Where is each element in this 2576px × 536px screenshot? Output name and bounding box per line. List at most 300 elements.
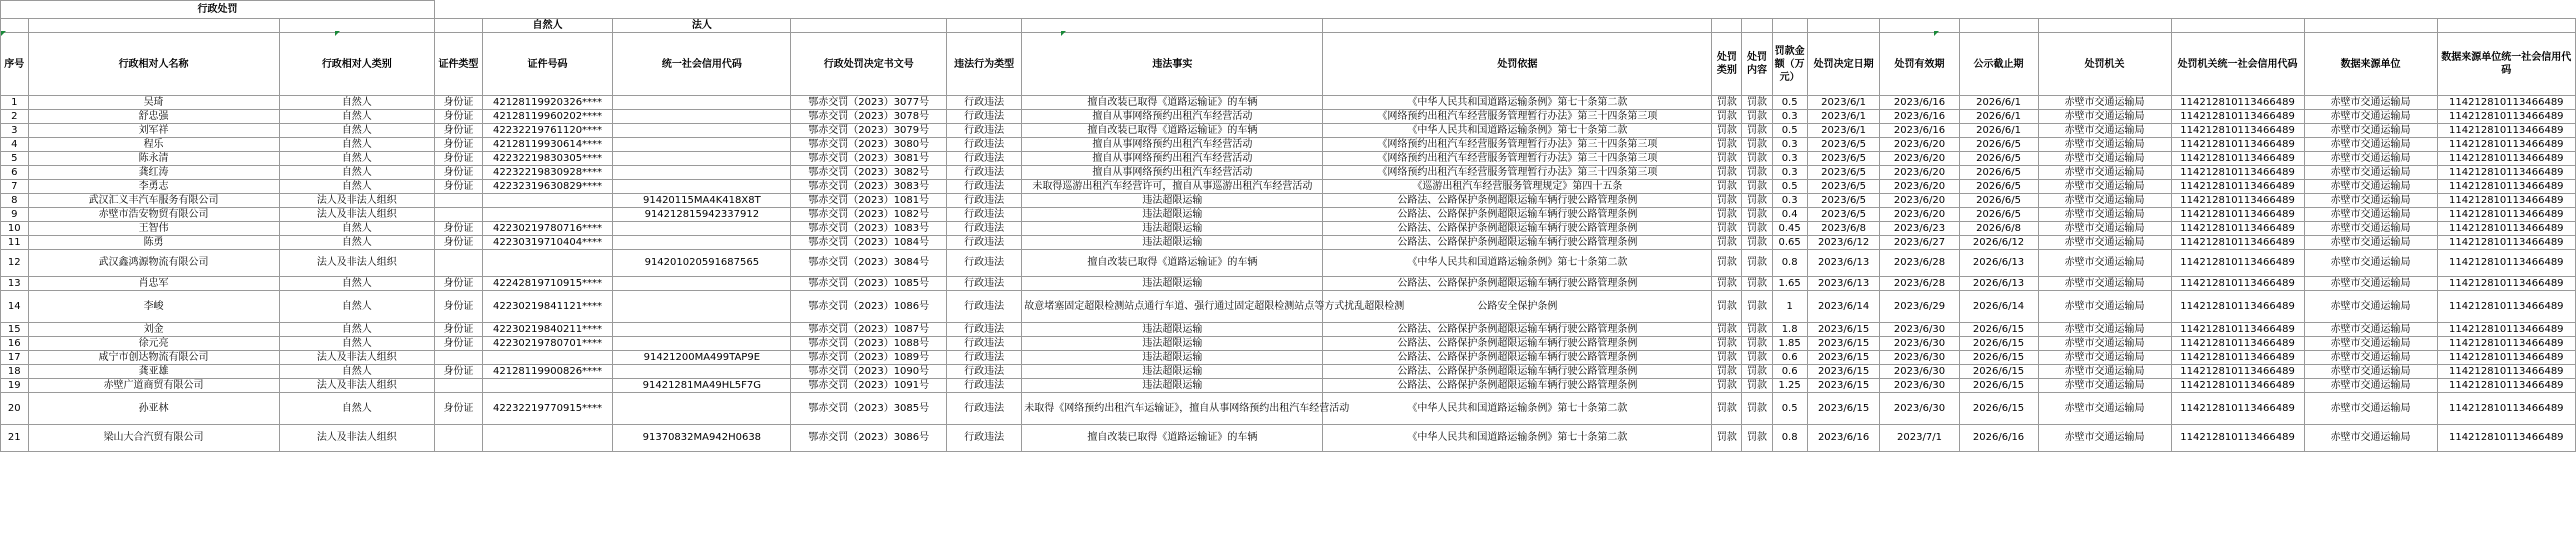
penalty-basis-cell[interactable]: 《网络预约出租汽车经营服务管理暂行办法》第三十四条第三项 (1323, 138, 1712, 152)
penalty-category-cell[interactable]: 罚款 (1712, 323, 1742, 337)
violation-fact-cell[interactable]: 违法超限运输 (1022, 194, 1323, 208)
data-source-code-cell[interactable]: 114212810113466489 (2437, 194, 2575, 208)
column-header[interactable]: 证件类型 (435, 33, 483, 96)
decision-number-cell[interactable]: 鄂赤交罚（2023）1086号 (791, 291, 947, 323)
decision-number-cell[interactable]: 鄂赤交罚（2023）3085号 (791, 393, 947, 425)
violation-type-cell[interactable]: 行政违法 (947, 351, 1022, 365)
data-source-cell[interactable]: 赤壁市交通运输局 (2304, 222, 2437, 236)
validity-date-cell[interactable]: 2023/6/30 (1880, 351, 1959, 365)
penalty-content-cell[interactable]: 罚款 (1742, 379, 1772, 393)
party-name-cell[interactable]: 舒忠强 (28, 110, 279, 124)
decision-number-cell[interactable]: 鄂赤交罚（2023）1090号 (791, 365, 947, 379)
party-name-cell[interactable]: 武汉鑫鸿源物流有限公司 (28, 250, 279, 277)
data-source-code-cell[interactable]: 114212810113466489 (2437, 208, 2575, 222)
id-type-cell[interactable]: 身份证 (435, 393, 483, 425)
validity-date-cell[interactable]: 2023/6/30 (1880, 379, 1959, 393)
violation-type-cell[interactable]: 行政违法 (947, 425, 1022, 452)
data-source-cell[interactable]: 赤壁市交通运输局 (2304, 365, 2437, 379)
fine-amount-cell[interactable]: 0.5 (1772, 180, 1807, 194)
id-type-cell[interactable]: 身份证 (435, 110, 483, 124)
violation-fact-cell[interactable]: 未取得《网络预约出租汽车运输证》，擅自从事网络预约出租汽车经营活动 (1022, 393, 1323, 425)
violation-type-cell[interactable]: 行政违法 (947, 152, 1022, 166)
data-source-code-cell[interactable]: 114212810113466489 (2437, 379, 2575, 393)
violation-type-cell[interactable]: 行政违法 (947, 96, 1022, 110)
validity-date-cell[interactable]: 2023/7/1 (1880, 425, 1959, 452)
violation-fact-cell[interactable]: 擅自从事网络预约出租汽车经营活动 (1022, 166, 1323, 180)
authority-code-cell[interactable]: 114212810113466489 (2171, 138, 2304, 152)
authority-code-cell[interactable]: 114212810113466489 (2171, 236, 2304, 250)
publicity-end-cell[interactable]: 2026/6/15 (1959, 337, 2038, 351)
data-source-code-cell[interactable]: 114212810113466489 (2437, 166, 2575, 180)
fine-amount-cell[interactable]: 0.5 (1772, 393, 1807, 425)
penalty-content-cell[interactable]: 罚款 (1742, 393, 1772, 425)
penalty-basis-cell[interactable]: 公路法、公路保护条例超限运输车辆行驶公路管理条例 (1323, 208, 1712, 222)
id-type-cell[interactable]: 身份证 (435, 365, 483, 379)
publicity-end-cell[interactable]: 2026/6/15 (1959, 393, 2038, 425)
id-number-cell[interactable]: 42230319710404**** (482, 236, 612, 250)
id-number-cell[interactable]: 42128119900826**** (482, 365, 612, 379)
penalty-content-cell[interactable]: 罚款 (1742, 250, 1772, 277)
penalty-category-cell[interactable]: 罚款 (1712, 222, 1742, 236)
penalty-basis-cell[interactable]: 公路法、公路保护条例超限运输车辆行驶公路管理条例 (1323, 323, 1712, 337)
authority-cell[interactable]: 赤壁市交通运输局 (2038, 194, 2171, 208)
authority-code-cell[interactable]: 114212810113466489 (2171, 323, 2304, 337)
party-category-cell[interactable]: 自然人 (279, 393, 435, 425)
credit-code-cell[interactable]: 91421281MA49HL5F7G (613, 379, 791, 393)
penalty-content-cell[interactable]: 罚款 (1742, 138, 1772, 152)
validity-date-cell[interactable]: 2023/6/29 (1880, 291, 1959, 323)
data-source-cell[interactable]: 赤壁市交通运输局 (2304, 208, 2437, 222)
decision-date-cell[interactable]: 2023/6/1 (1807, 110, 1880, 124)
penalty-basis-cell[interactable]: 公路法、公路保护条例超限运输车辆行驶公路管理条例 (1323, 379, 1712, 393)
party-name-cell[interactable]: 武汉汇义丰汽车服务有限公司 (28, 194, 279, 208)
publicity-end-cell[interactable]: 2026/6/1 (1959, 124, 2038, 138)
sheet-title[interactable]: 行政处罚 (1, 1, 435, 19)
id-number-cell[interactable]: 42232219770915**** (482, 393, 612, 425)
authority-cell[interactable]: 赤壁市交通运输局 (2038, 208, 2171, 222)
credit-code-cell[interactable] (613, 365, 791, 379)
row-index-cell[interactable]: 7 (1, 180, 29, 194)
penalty-category-cell[interactable]: 罚款 (1712, 365, 1742, 379)
row-index-cell[interactable]: 11 (1, 236, 29, 250)
validity-date-cell[interactable]: 2023/6/30 (1880, 365, 1959, 379)
data-source-cell[interactable]: 赤壁市交通运输局 (2304, 96, 2437, 110)
fine-amount-cell[interactable]: 0.6 (1772, 351, 1807, 365)
penalty-content-cell[interactable]: 罚款 (1742, 208, 1772, 222)
credit-code-cell[interactable]: 91420115MA4K418X8T (613, 194, 791, 208)
id-number-cell[interactable] (482, 379, 612, 393)
column-header[interactable]: 统一社会信用代码 (613, 33, 791, 96)
row-index-cell[interactable]: 18 (1, 365, 29, 379)
penalty-basis-cell[interactable]: 《中华人民共和国道路运输条例》第七十条第二款 (1323, 393, 1712, 425)
data-source-cell[interactable]: 赤壁市交通运输局 (2304, 250, 2437, 277)
id-type-cell[interactable]: 身份证 (435, 277, 483, 291)
data-source-cell[interactable]: 赤壁市交通运输局 (2304, 194, 2437, 208)
decision-number-cell[interactable]: 鄂赤交罚（2023）1087号 (791, 323, 947, 337)
data-source-cell[interactable]: 赤壁市交通运输局 (2304, 291, 2437, 323)
fine-amount-cell[interactable]: 1.8 (1772, 323, 1807, 337)
penalty-basis-cell[interactable]: 公路法、公路保护条例超限运输车辆行驶公路管理条例 (1323, 277, 1712, 291)
row-index-cell[interactable]: 20 (1, 393, 29, 425)
row-index-cell[interactable]: 12 (1, 250, 29, 277)
credit-code-cell[interactable] (613, 323, 791, 337)
authority-cell[interactable]: 赤壁市交通运输局 (2038, 393, 2171, 425)
authority-cell[interactable]: 赤壁市交通运输局 (2038, 379, 2171, 393)
id-type-cell[interactable] (435, 379, 483, 393)
row-index-cell[interactable]: 2 (1, 110, 29, 124)
violation-fact-cell[interactable]: 违法超限运输 (1022, 323, 1323, 337)
authority-code-cell[interactable]: 114212810113466489 (2171, 180, 2304, 194)
data-source-code-cell[interactable]: 114212810113466489 (2437, 236, 2575, 250)
decision-date-cell[interactable]: 2023/6/15 (1807, 351, 1880, 365)
decision-number-cell[interactable]: 鄂赤交罚（2023）1089号 (791, 351, 947, 365)
fine-amount-cell[interactable]: 1 (1772, 291, 1807, 323)
penalty-category-cell[interactable]: 罚款 (1712, 277, 1742, 291)
id-type-cell[interactable]: 身份证 (435, 291, 483, 323)
validity-date-cell[interactable]: 2023/6/27 (1880, 236, 1959, 250)
column-header[interactable]: 处罚依据 (1323, 33, 1712, 96)
party-name-cell[interactable]: 吴琦 (28, 96, 279, 110)
penalty-content-cell[interactable]: 罚款 (1742, 351, 1772, 365)
party-name-cell[interactable]: 陈勇 (28, 236, 279, 250)
fine-amount-cell[interactable]: 0.8 (1772, 425, 1807, 452)
fine-amount-cell[interactable]: 0.5 (1772, 96, 1807, 110)
publicity-end-cell[interactable]: 2026/6/5 (1959, 208, 2038, 222)
row-index-cell[interactable]: 6 (1, 166, 29, 180)
data-source-cell[interactable]: 赤壁市交通运输局 (2304, 138, 2437, 152)
penalty-basis-cell[interactable]: 《网络预约出租汽车经营服务管理暂行办法》第三十四条第三项 (1323, 110, 1712, 124)
authority-cell[interactable]: 赤壁市交通运输局 (2038, 323, 2171, 337)
fine-amount-cell[interactable]: 0.45 (1772, 222, 1807, 236)
credit-code-cell[interactable]: 91370832MA942H0638 (613, 425, 791, 452)
row-index-cell[interactable]: 13 (1, 277, 29, 291)
data-source-code-cell[interactable]: 114212810113466489 (2437, 180, 2575, 194)
fine-amount-cell[interactable]: 0.3 (1772, 194, 1807, 208)
penalty-basis-cell[interactable]: 《网络预约出租汽车经营服务管理暂行办法》第三十四条第三项 (1323, 152, 1712, 166)
column-header[interactable]: 公示截止期 (1959, 33, 2038, 96)
id-number-cell[interactable] (482, 208, 612, 222)
violation-type-cell[interactable]: 行政违法 (947, 180, 1022, 194)
id-number-cell[interactable] (482, 351, 612, 365)
data-source-cell[interactable]: 赤壁市交通运输局 (2304, 425, 2437, 452)
authority-code-cell[interactable]: 114212810113466489 (2171, 152, 2304, 166)
fine-amount-cell[interactable]: 0.8 (1772, 250, 1807, 277)
credit-code-cell[interactable] (613, 152, 791, 166)
penalty-basis-cell[interactable]: 《中华人民共和国道路运输条例》第七十条第二款 (1323, 96, 1712, 110)
data-source-code-cell[interactable]: 114212810113466489 (2437, 291, 2575, 323)
publicity-end-cell[interactable]: 2026/6/13 (1959, 277, 2038, 291)
violation-fact-cell[interactable]: 违法超限运输 (1022, 351, 1323, 365)
publicity-end-cell[interactable]: 2026/6/1 (1959, 110, 2038, 124)
authority-code-cell[interactable]: 114212810113466489 (2171, 337, 2304, 351)
penalty-basis-cell[interactable]: 公路法、公路保护条例超限运输车辆行驶公路管理条例 (1323, 222, 1712, 236)
legal-person-group-header[interactable]: 法人 (613, 19, 791, 33)
party-category-cell[interactable]: 法人及非法人组织 (279, 425, 435, 452)
id-type-cell[interactable] (435, 208, 483, 222)
publicity-end-cell[interactable]: 2026/6/15 (1959, 323, 2038, 337)
id-number-cell[interactable]: 42230219841121**** (482, 291, 612, 323)
decision-number-cell[interactable]: 鄂赤交罚（2023）3084号 (791, 250, 947, 277)
id-type-cell[interactable]: 身份证 (435, 222, 483, 236)
party-name-cell[interactable]: 刘金 (28, 323, 279, 337)
data-source-code-cell[interactable]: 114212810113466489 (2437, 222, 2575, 236)
id-type-cell[interactable]: 身份证 (435, 166, 483, 180)
penalty-content-cell[interactable]: 罚款 (1742, 166, 1772, 180)
party-name-cell[interactable]: 咸宁市创达物流有限公司 (28, 351, 279, 365)
decision-date-cell[interactable]: 2023/6/13 (1807, 277, 1880, 291)
party-category-cell[interactable]: 自然人 (279, 222, 435, 236)
violation-fact-cell[interactable]: 擅自改装已取得《道路运输证》的车辆 (1022, 124, 1323, 138)
authority-cell[interactable]: 赤壁市交通运输局 (2038, 124, 2171, 138)
column-header[interactable]: 处罚机关 (2038, 33, 2171, 96)
id-number-cell[interactable] (482, 250, 612, 277)
data-source-code-cell[interactable]: 114212810113466489 (2437, 138, 2575, 152)
penalty-category-cell[interactable]: 罚款 (1712, 124, 1742, 138)
row-index-cell[interactable]: 19 (1, 379, 29, 393)
credit-code-cell[interactable] (613, 124, 791, 138)
violation-fact-cell[interactable]: 擅自从事网络预约出租汽车经营活动 (1022, 138, 1323, 152)
decision-date-cell[interactable]: 2023/6/5 (1807, 180, 1880, 194)
party-category-cell[interactable]: 自然人 (279, 323, 435, 337)
penalty-basis-cell[interactable]: 公路法、公路保护条例超限运输车辆行驶公路管理条例 (1323, 194, 1712, 208)
authority-code-cell[interactable]: 114212810113466489 (2171, 208, 2304, 222)
authority-code-cell[interactable]: 114212810113466489 (2171, 124, 2304, 138)
party-category-cell[interactable]: 自然人 (279, 277, 435, 291)
decision-date-cell[interactable]: 2023/6/1 (1807, 96, 1880, 110)
party-name-cell[interactable]: 赤壁广道商贸有限公司 (28, 379, 279, 393)
penalty-basis-cell[interactable]: 《中华人民共和国道路运输条例》第七十条第二款 (1323, 124, 1712, 138)
publicity-end-cell[interactable]: 2026/6/5 (1959, 194, 2038, 208)
violation-type-cell[interactable]: 行政违法 (947, 194, 1022, 208)
credit-code-cell[interactable] (613, 291, 791, 323)
penalty-basis-cell[interactable]: 《巡游出租汽车经营服务管理规定》第四十五条 (1323, 180, 1712, 194)
id-type-cell[interactable]: 身份证 (435, 96, 483, 110)
penalty-content-cell[interactable]: 罚款 (1742, 96, 1772, 110)
decision-date-cell[interactable]: 2023/6/5 (1807, 208, 1880, 222)
row-index-cell[interactable]: 21 (1, 425, 29, 452)
authority-cell[interactable]: 赤壁市交通运输局 (2038, 425, 2171, 452)
authority-cell[interactable]: 赤壁市交通运输局 (2038, 337, 2171, 351)
decision-date-cell[interactable]: 2023/6/5 (1807, 166, 1880, 180)
decision-number-cell[interactable]: 鄂赤交罚（2023）3083号 (791, 180, 947, 194)
fine-amount-cell[interactable]: 1.65 (1772, 277, 1807, 291)
penalty-content-cell[interactable]: 罚款 (1742, 110, 1772, 124)
party-name-cell[interactable]: 刘军祥 (28, 124, 279, 138)
column-header[interactable]: 证件号码 (482, 33, 612, 96)
decision-date-cell[interactable]: 2023/6/5 (1807, 194, 1880, 208)
violation-type-cell[interactable]: 行政违法 (947, 236, 1022, 250)
data-source-code-cell[interactable]: 114212810113466489 (2437, 323, 2575, 337)
party-name-cell[interactable]: 王智伟 (28, 222, 279, 236)
credit-code-cell[interactable] (613, 393, 791, 425)
validity-date-cell[interactable]: 2023/6/20 (1880, 138, 1959, 152)
party-category-cell[interactable]: 自然人 (279, 337, 435, 351)
column-header[interactable]: 处罚决定日期 (1807, 33, 1880, 96)
validity-date-cell[interactable]: 2023/6/20 (1880, 208, 1959, 222)
decision-number-cell[interactable]: 鄂赤交罚（2023）3080号 (791, 138, 947, 152)
violation-type-cell[interactable]: 行政违法 (947, 277, 1022, 291)
penalty-content-cell[interactable]: 罚款 (1742, 152, 1772, 166)
id-type-cell[interactable] (435, 250, 483, 277)
violation-fact-cell[interactable]: 擅自从事网络预约出租汽车经营活动 (1022, 152, 1323, 166)
column-header[interactable]: 行政相对人名称 (28, 33, 279, 96)
violation-type-cell[interactable]: 行政违法 (947, 110, 1022, 124)
fine-amount-cell[interactable]: 1.85 (1772, 337, 1807, 351)
violation-fact-cell[interactable]: 未取得巡游出租汽车经营许可，擅自从事巡游出租汽车经营活动 (1022, 180, 1323, 194)
penalty-basis-cell[interactable]: 公路法、公路保护条例超限运输车辆行驶公路管理条例 (1323, 236, 1712, 250)
data-source-cell[interactable]: 赤壁市交通运输局 (2304, 393, 2437, 425)
party-category-cell[interactable]: 自然人 (279, 124, 435, 138)
penalty-basis-cell[interactable]: 《中华人民共和国道路运输条例》第七十条第二款 (1323, 425, 1712, 452)
credit-code-cell[interactable] (613, 337, 791, 351)
validity-date-cell[interactable]: 2023/6/28 (1880, 250, 1959, 277)
id-number-cell[interactable]: 42230219780716**** (482, 222, 612, 236)
penalty-content-cell[interactable]: 罚款 (1742, 180, 1772, 194)
column-header[interactable]: 行政相对人类别 (279, 33, 435, 96)
penalty-content-cell[interactable]: 罚款 (1742, 236, 1772, 250)
column-header[interactable]: 处罚内容 (1742, 33, 1772, 96)
party-name-cell[interactable]: 赤壁市浩安物贸有限公司 (28, 208, 279, 222)
decision-date-cell[interactable]: 2023/6/12 (1807, 236, 1880, 250)
publicity-end-cell[interactable]: 2026/6/5 (1959, 180, 2038, 194)
validity-date-cell[interactable]: 2023/6/30 (1880, 337, 1959, 351)
id-number-cell[interactable]: 42128119960202**** (482, 110, 612, 124)
violation-fact-cell[interactable]: 违法超限运输 (1022, 208, 1323, 222)
decision-date-cell[interactable]: 2023/6/15 (1807, 393, 1880, 425)
decision-date-cell[interactable]: 2023/6/15 (1807, 365, 1880, 379)
penalty-category-cell[interactable]: 罚款 (1712, 393, 1742, 425)
violation-fact-cell[interactable]: 违法超限运输 (1022, 236, 1323, 250)
penalty-basis-cell[interactable]: 公路法、公路保护条例超限运输车辆行驶公路管理条例 (1323, 337, 1712, 351)
violation-type-cell[interactable]: 行政违法 (947, 124, 1022, 138)
authority-code-cell[interactable]: 114212810113466489 (2171, 250, 2304, 277)
party-category-cell[interactable]: 自然人 (279, 180, 435, 194)
row-index-cell[interactable]: 9 (1, 208, 29, 222)
penalty-basis-cell[interactable]: 公路安全保护条例 (1323, 291, 1712, 323)
decision-date-cell[interactable]: 2023/6/15 (1807, 337, 1880, 351)
authority-cell[interactable]: 赤壁市交通运输局 (2038, 138, 2171, 152)
column-header[interactable]: 违法事实 (1022, 33, 1323, 96)
authority-code-cell[interactable]: 114212810113466489 (2171, 425, 2304, 452)
authority-cell[interactable]: 赤壁市交通运输局 (2038, 110, 2171, 124)
authority-cell[interactable]: 赤壁市交通运输局 (2038, 365, 2171, 379)
data-source-cell[interactable]: 赤壁市交通运输局 (2304, 323, 2437, 337)
authority-cell[interactable]: 赤壁市交通运输局 (2038, 152, 2171, 166)
validity-date-cell[interactable]: 2023/6/30 (1880, 323, 1959, 337)
violation-fact-cell[interactable]: 违法超限运输 (1022, 379, 1323, 393)
penalty-content-cell[interactable]: 罚款 (1742, 425, 1772, 452)
authority-code-cell[interactable]: 114212810113466489 (2171, 379, 2304, 393)
decision-number-cell[interactable]: 鄂赤交罚（2023）3082号 (791, 166, 947, 180)
penalty-content-cell[interactable]: 罚款 (1742, 194, 1772, 208)
column-header[interactable]: 处罚有效期 (1880, 33, 1959, 96)
violation-fact-cell[interactable]: 违法超限运输 (1022, 365, 1323, 379)
authority-code-cell[interactable]: 114212810113466489 (2171, 96, 2304, 110)
penalty-basis-cell[interactable]: 《中华人民共和国道路运输条例》第七十条第二款 (1323, 250, 1712, 277)
validity-date-cell[interactable]: 2023/6/23 (1880, 222, 1959, 236)
decision-number-cell[interactable]: 鄂赤交罚（2023）1083号 (791, 222, 947, 236)
penalty-category-cell[interactable]: 罚款 (1712, 351, 1742, 365)
decision-date-cell[interactable]: 2023/6/15 (1807, 379, 1880, 393)
column-header[interactable]: 处罚类别 (1712, 33, 1742, 96)
violation-fact-cell[interactable]: 擅自改装已取得《道路运输证》的车辆 (1022, 250, 1323, 277)
violation-fact-cell[interactable]: 擅自从事网络预约出租汽车经营活动 (1022, 110, 1323, 124)
credit-code-cell[interactable] (613, 110, 791, 124)
id-number-cell[interactable]: 42232219830928**** (482, 166, 612, 180)
violation-type-cell[interactable]: 行政违法 (947, 250, 1022, 277)
id-type-cell[interactable]: 身份证 (435, 180, 483, 194)
validity-date-cell[interactable]: 2023/6/16 (1880, 110, 1959, 124)
party-category-cell[interactable]: 自然人 (279, 291, 435, 323)
data-source-cell[interactable]: 赤壁市交通运输局 (2304, 337, 2437, 351)
party-name-cell[interactable]: 肖忠军 (28, 277, 279, 291)
row-index-cell[interactable]: 17 (1, 351, 29, 365)
authority-cell[interactable]: 赤壁市交通运输局 (2038, 180, 2171, 194)
data-source-code-cell[interactable]: 114212810113466489 (2437, 250, 2575, 277)
publicity-end-cell[interactable]: 2026/6/14 (1959, 291, 2038, 323)
decision-number-cell[interactable]: 鄂赤交罚（2023）1082号 (791, 208, 947, 222)
publicity-end-cell[interactable]: 2026/6/15 (1959, 351, 2038, 365)
publicity-end-cell[interactable]: 2026/6/5 (1959, 166, 2038, 180)
party-category-cell[interactable]: 法人及非法人组织 (279, 351, 435, 365)
data-source-cell[interactable]: 赤壁市交通运输局 (2304, 277, 2437, 291)
party-category-cell[interactable]: 自然人 (279, 236, 435, 250)
authority-code-cell[interactable]: 114212810113466489 (2171, 393, 2304, 425)
fine-amount-cell[interactable]: 0.3 (1772, 166, 1807, 180)
data-source-cell[interactable]: 赤壁市交通运输局 (2304, 166, 2437, 180)
penalty-content-cell[interactable]: 罚款 (1742, 291, 1772, 323)
row-index-cell[interactable]: 16 (1, 337, 29, 351)
authority-cell[interactable]: 赤壁市交通运输局 (2038, 222, 2171, 236)
id-type-cell[interactable]: 身份证 (435, 152, 483, 166)
data-source-code-cell[interactable]: 114212810113466489 (2437, 96, 2575, 110)
fine-amount-cell[interactable]: 0.3 (1772, 110, 1807, 124)
penalty-category-cell[interactable]: 罚款 (1712, 250, 1742, 277)
credit-code-cell[interactable] (613, 236, 791, 250)
penalty-content-cell[interactable]: 罚款 (1742, 222, 1772, 236)
data-source-cell[interactable]: 赤壁市交通运输局 (2304, 110, 2437, 124)
violation-fact-cell[interactable]: 违法超限运输 (1022, 222, 1323, 236)
penalty-category-cell[interactable]: 罚款 (1712, 180, 1742, 194)
data-source-cell[interactable]: 赤壁市交通运输局 (2304, 152, 2437, 166)
data-source-cell[interactable]: 赤壁市交通运输局 (2304, 351, 2437, 365)
publicity-end-cell[interactable]: 2026/6/12 (1959, 236, 2038, 250)
id-type-cell[interactable]: 身份证 (435, 337, 483, 351)
publicity-end-cell[interactable]: 2026/6/16 (1959, 425, 2038, 452)
credit-code-cell[interactable] (613, 180, 791, 194)
credit-code-cell[interactable] (613, 166, 791, 180)
decision-date-cell[interactable]: 2023/6/14 (1807, 291, 1880, 323)
party-name-cell[interactable]: 李勇志 (28, 180, 279, 194)
penalty-basis-cell[interactable]: 公路法、公路保护条例超限运输车辆行驶公路管理条例 (1323, 365, 1712, 379)
id-number-cell[interactable] (482, 425, 612, 452)
penalty-category-cell[interactable]: 罚款 (1712, 236, 1742, 250)
party-category-cell[interactable]: 法人及非法人组织 (279, 208, 435, 222)
fine-amount-cell[interactable]: 0.6 (1772, 365, 1807, 379)
violation-fact-cell[interactable]: 违法超限运输 (1022, 337, 1323, 351)
id-type-cell[interactable]: 身份证 (435, 138, 483, 152)
credit-code-cell[interactable]: 91421200MA499TAP9E (613, 351, 791, 365)
decision-number-cell[interactable]: 鄂赤交罚（2023）3081号 (791, 152, 947, 166)
column-header[interactable]: 序号 (1, 33, 29, 96)
data-source-code-cell[interactable]: 114212810113466489 (2437, 393, 2575, 425)
party-category-cell[interactable]: 自然人 (279, 152, 435, 166)
party-category-cell[interactable]: 法人及非法人组织 (279, 194, 435, 208)
authority-cell[interactable]: 赤壁市交通运输局 (2038, 277, 2171, 291)
authority-cell[interactable]: 赤壁市交通运输局 (2038, 236, 2171, 250)
credit-code-cell[interactable] (613, 138, 791, 152)
authority-code-cell[interactable]: 114212810113466489 (2171, 291, 2304, 323)
